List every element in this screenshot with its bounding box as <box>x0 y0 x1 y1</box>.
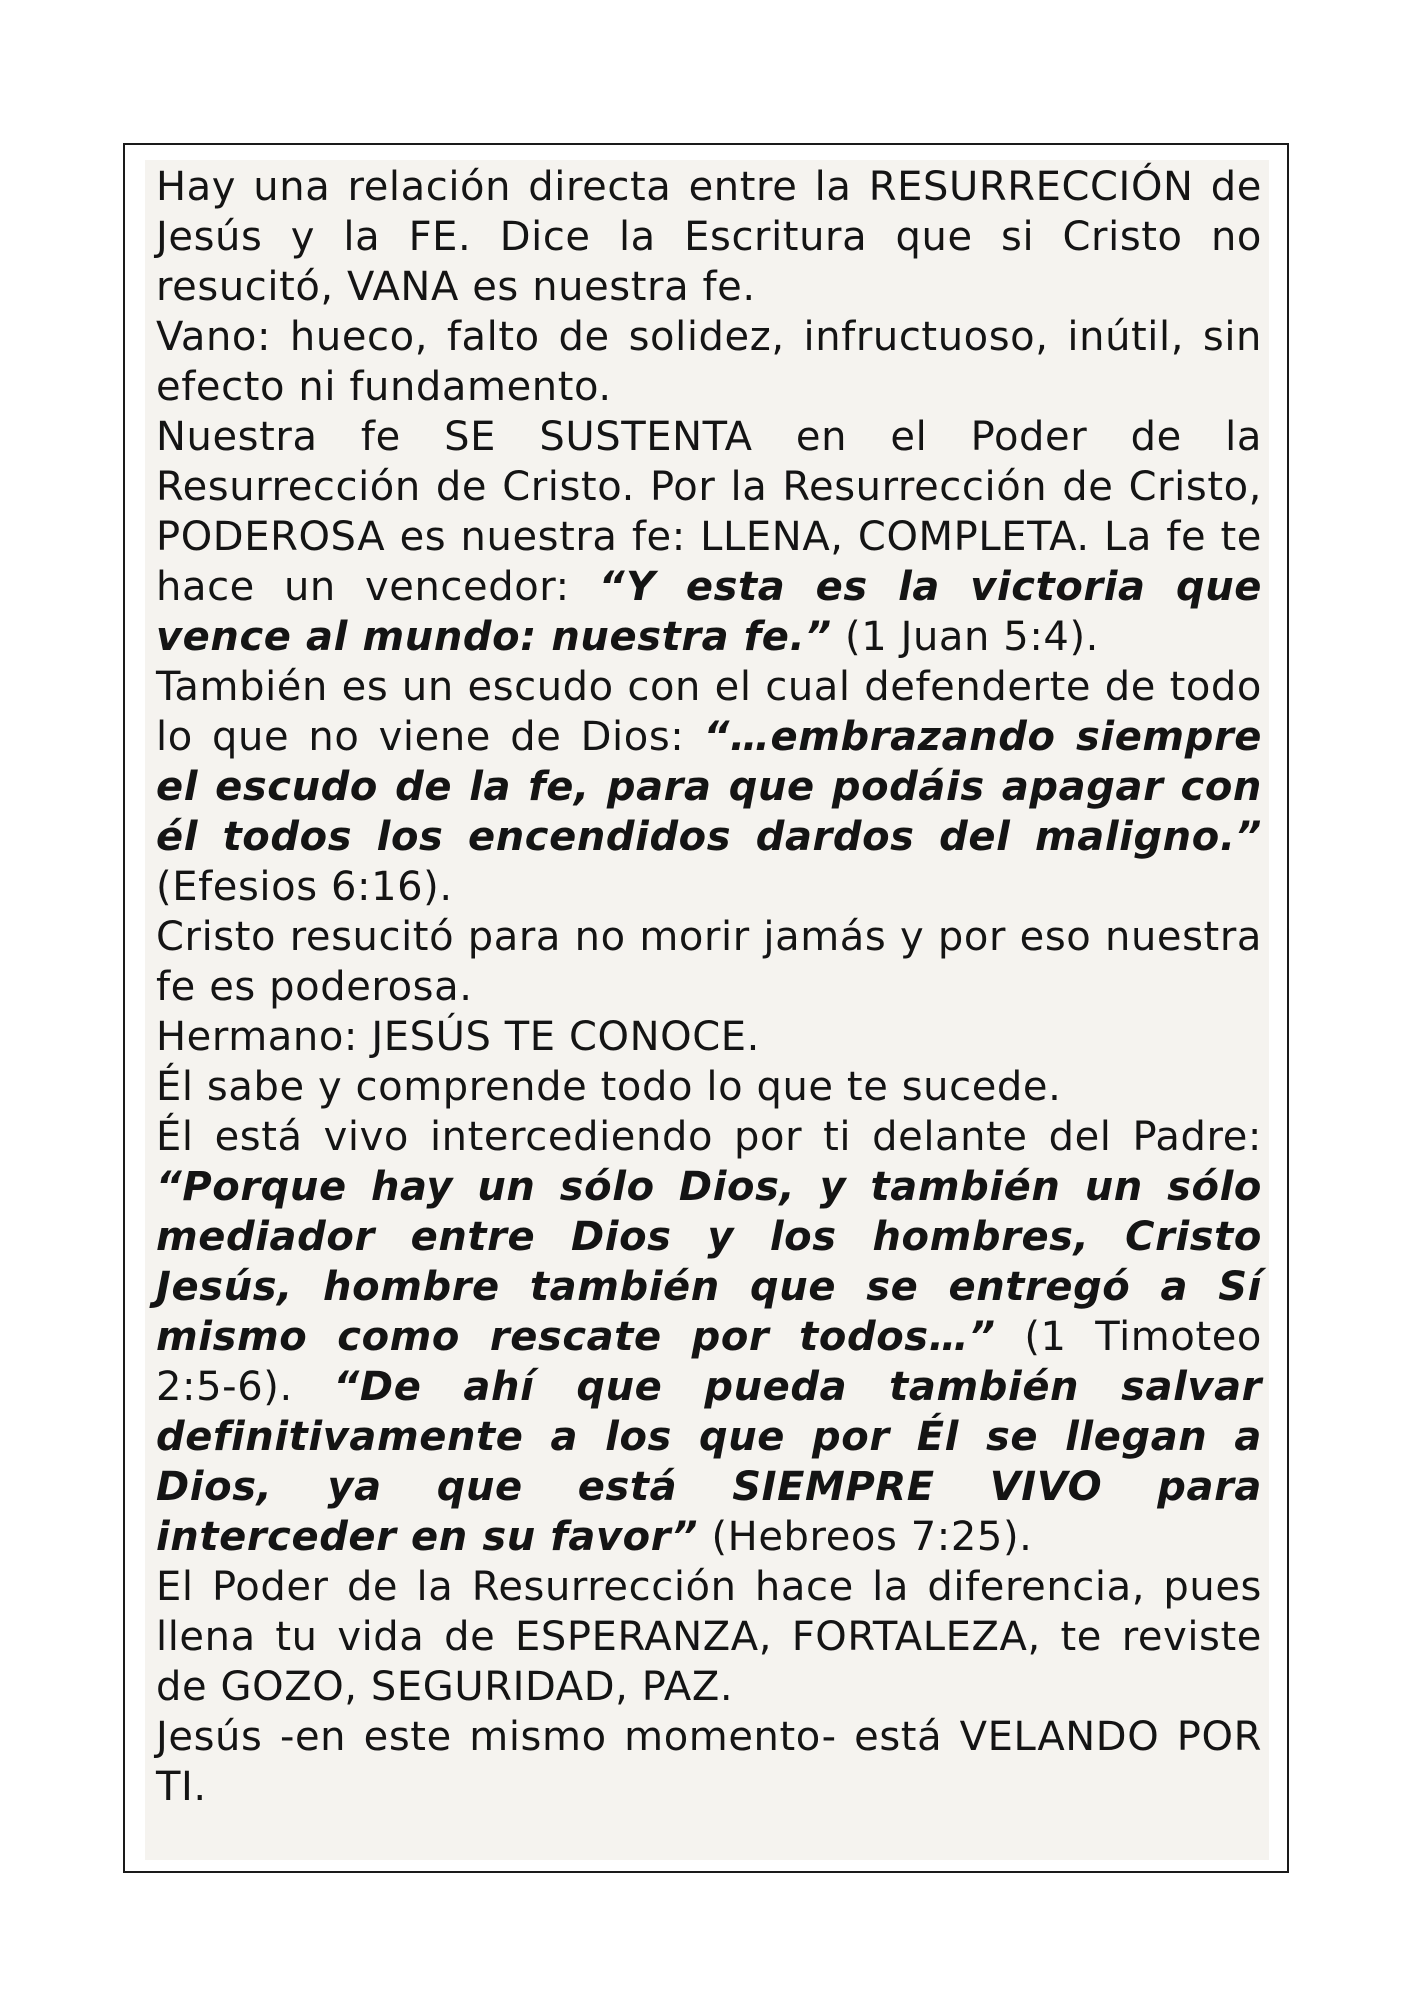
text-segment: Vano: hueco, falto de solidez, infructuoso, inútil, sin efecto ni fundamento. <box>156 314 1262 410</box>
paragraph <box>156 1062 1262 1112</box>
scripture-quote: “Porque hay un sólo Dios, y también un sólo mediador entre Dios y los hombres, Cristo Jesús, hombre también que se entregó a Sí mismo como rescate por todos…” <box>156 1164 1262 1360</box>
text-segment: Él está vivo intercediendo por ti delante del Padre: <box>156 1114 1262 1160</box>
paragraph <box>156 162 1262 312</box>
text-segment: Cristo resucitó para no morir jamás y por eso nuestra fe es poderosa. <box>156 914 1262 1010</box>
text-segment: Él sabe y comprende todo lo que te sucede. <box>156 1064 1062 1110</box>
scripture-reference: (1 Timoteo 2:5-6). <box>156 1314 1263 1410</box>
text-segment: También es un escudo con el cual defenderte de todo lo que no viene de Dios: <box>156 664 1262 760</box>
document-body <box>156 162 1262 1812</box>
paragraph <box>156 1562 1262 1712</box>
text-segment: Hermano: JESÚS TE CONOCE. <box>156 1014 760 1060</box>
scripture-reference: (1 Juan 5:4). <box>831 614 1099 660</box>
scripture-reference: (Hebreos 7:25). <box>698 1514 1033 1560</box>
scripture-quote: “Y esta es la victoria que vence al mundo: nuestra fe.” <box>156 564 1263 660</box>
paragraph <box>156 1012 1262 1062</box>
paragraph <box>156 662 1262 912</box>
paragraph <box>156 412 1262 662</box>
scripture-quote: “…embrazando siempre el escudo de la fe, para que podáis apagar con él todos los encendidos dardos del maligno.” <box>156 714 1262 860</box>
text-segment: El Poder de la Resurrección hace la diferencia, pues llena tu vida de ESPERANZA, FORTALEZA, te reviste de GOZO, SEGURIDAD, PAZ. <box>156 1564 1262 1710</box>
scripture-quote: “De ahí que pueda también salvar definitivamente a los que por Él se llegan a Dios, ya que está SIEMPRE VIVO para interceder en su favor” <box>156 1364 1262 1560</box>
text-segment: Hay una relación directa entre la RESURRECCIÓN de Jesús y la FE. Dice la Escritura que si Cristo no resucitó, VANA es nuestra fe. <box>156 164 1262 310</box>
paragraph <box>156 912 1262 1012</box>
paragraph <box>156 1712 1262 1812</box>
text-segment: Nuestra fe SE SUSTENTA en el Poder de la Resurrección de Cristo. Por la Resurrección de Cristo, PODEROSA es nuestra fe: LLENA, COMPLETA. La fe te hace un vencedor: <box>156 414 1262 610</box>
scripture-reference: (Efesios 6:16). <box>156 864 453 910</box>
paragraph <box>156 1112 1262 1562</box>
paragraph <box>156 312 1262 412</box>
text-segment: Jesús -en este mismo momento- está VELANDO POR TI. <box>156 1714 1262 1810</box>
